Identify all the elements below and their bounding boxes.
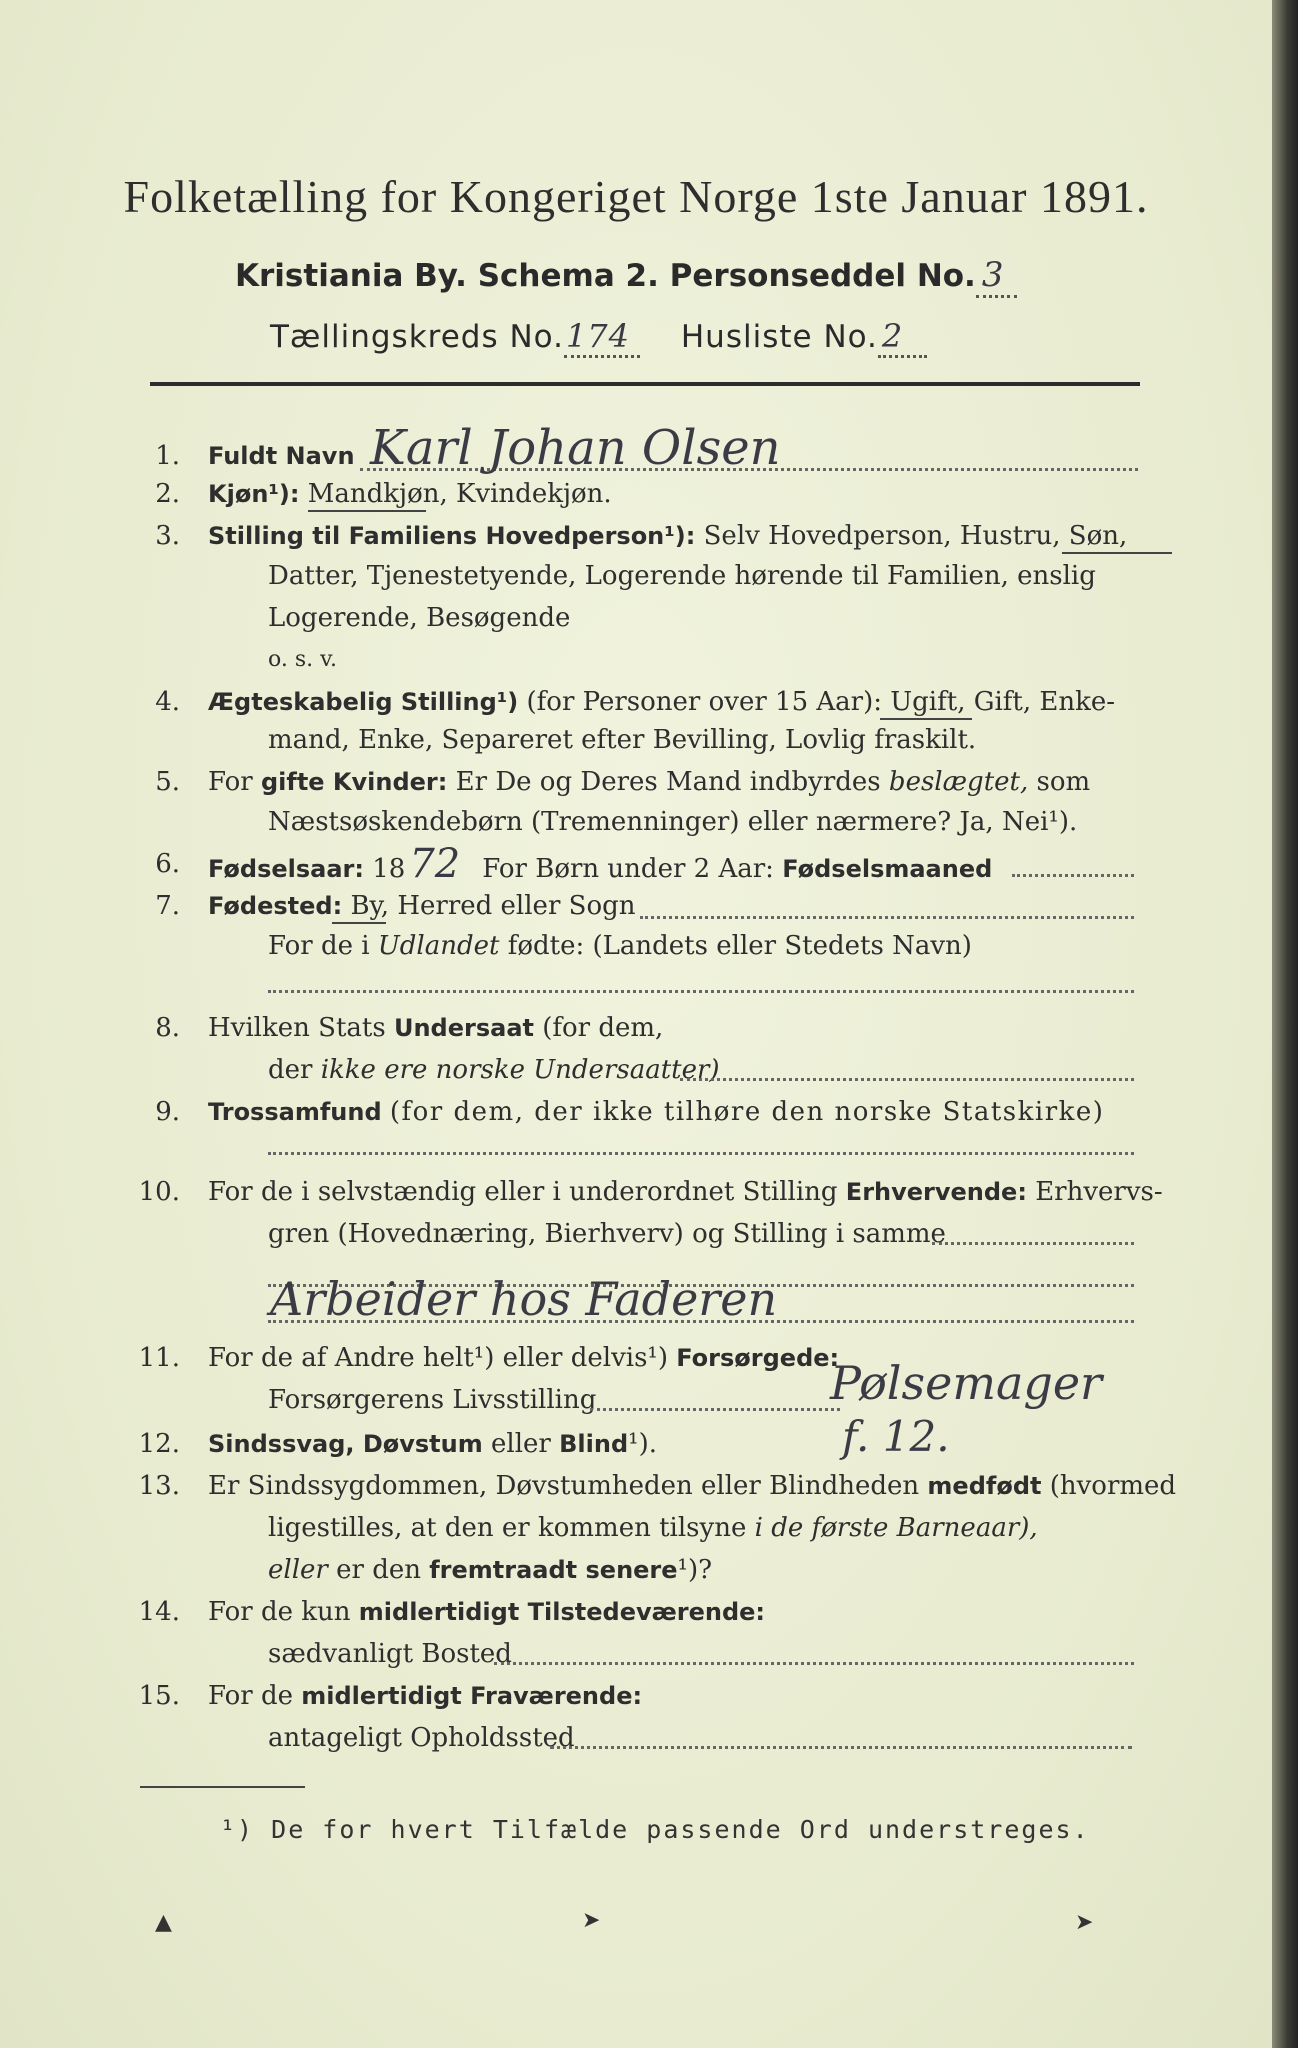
field-text: (hvormed [1049,1471,1177,1501]
schema-label: Kristiania By. Schema 2. Personseddel No. [235,258,976,294]
underline-by [332,922,386,924]
kreds-label: Tællingskreds No. [270,319,564,355]
field-text: For Børn under 2 Aar: [482,854,774,884]
field-label: Fødested: [208,892,343,920]
field-10-line2: gren (Hovednæring, Bierhverv) og Stilling i samme [268,1219,946,1249]
field-text: Selv Hovedperson, Hustru, Søn, [703,521,1128,551]
field-text: som [1036,767,1091,797]
disability-value: f. 12. [842,1412,950,1461]
field-text: (for dem, [542,1013,664,1043]
field-number: 4. [155,687,180,717]
field-text: Erhvervs- [1035,1177,1163,1207]
registration-mark-icon: ➤ [582,1908,601,1933]
field-8-line2 [268,1054,720,1086]
field-text: Mandkjøn, Kvindekjøn. [307,479,612,509]
field-6-line [1012,874,1134,877]
underline-mandkjon [308,510,426,512]
field-label: Forsørgede: [676,1344,840,1372]
husliste-number: 2 [878,317,927,358]
field-label: gifte Kvinder: [260,768,448,796]
field-text-italic: Udlandet [377,931,500,961]
form-title: Folketælling for Kongeriget Norge 1ste Januar 1891. [123,171,1149,222]
field-number: 12. [138,1429,180,1459]
field-label: midlertidigt Fraværende: [301,1682,643,1710]
field-text-italic: beslægtet, [888,767,1029,797]
field-number: 3. [155,521,180,551]
field-number: 7. [155,891,180,921]
field-10-line4 [268,1320,1134,1323]
field-label: Kjøn¹): [208,480,300,508]
field-text: By, Herred eller Sogn [350,891,636,921]
field-text: ligestilles, at den er kommen tilsyne [268,1513,747,1543]
field-text-italic: ikke ere norske Undersaatter) [320,1055,720,1085]
field-text: (for dem, der ikke tilhøre den norske Statskirke) [389,1097,1105,1127]
registration-mark-icon: ▲ [155,1910,172,1935]
field-15-line2: antageligt Opholdssted [268,1723,575,1753]
field-number: 6. [155,849,180,879]
field-text: ¹)? [677,1555,713,1585]
field-8-line [680,1078,1134,1081]
field-text: For de i [268,931,370,961]
field-3-line4: o. s. v. [268,647,337,672]
field-label: fremtraadt senere [429,1556,678,1584]
field-label: Erhvervende: [845,1178,1027,1206]
footnote: ¹) De for hvert Tilfælde passende Ord understreges. [220,1815,1090,1844]
footnote-rule [140,1786,305,1788]
field-5-line2: Næstsøskendebørn (Tremenninger) eller nærmere? Ja, Nei¹). [268,807,1078,837]
field-11-line2: Forsørgerens Livsstilling [268,1385,597,1415]
personseddel-number: 3 [976,255,1018,298]
field-number: 1. [155,441,180,471]
year-prefix: 18 [372,854,406,884]
field-7-line [640,916,1134,919]
field-7-line3 [268,990,1134,993]
field-number: 14. [138,1597,180,1627]
field-number: 9. [155,1097,180,1127]
field-13-line2 [268,1512,1038,1544]
field-label: Sindssvag, Døvstum [208,1430,483,1458]
field-number: 10. [138,1177,180,1207]
field-text: For de i selvstændig eller i underordnet Stilling [208,1177,838,1207]
field-14-line2: sædvanligt Bosted [268,1639,512,1669]
field-label: Undersaat [393,1014,534,1042]
field-text: Hvilken Stats [208,1013,386,1043]
field-text: For de af Andre helt¹) eller delvis¹) [208,1343,668,1373]
field-text: ¹). [628,1429,657,1459]
field-number: 15. [138,1681,180,1711]
provider-occupation-value: Pølsemager [830,1356,1103,1410]
name-value: Karl Johan Olsen [370,420,781,476]
field-3-line3: Logerende, Besøgende [268,603,571,633]
field-label: medfødt [927,1472,1042,1500]
field-7-line2 [268,930,972,962]
field-4-line2: mand, Enke, Separeret efter Bevilling, Lovlig fraskilt. [268,725,977,755]
field-15-line [550,1746,1132,1749]
field-9-line [268,1152,1134,1155]
field-text-italic: eller [268,1555,328,1585]
field-text: (for Personer over 15 Aar): Ugift, Gift, Enke- [526,687,1116,717]
field-label: Fødselsmaaned [782,855,993,883]
field-text: Er Sindssygdommen, Døvstumheden eller Blindheden [208,1471,920,1501]
field-14-line [494,1662,1134,1665]
field-number: 13. [138,1471,180,1501]
husliste-label: Husliste No. [680,319,878,355]
field-text: er den [336,1555,421,1585]
field-label: Stilling til Familiens Hovedperson¹): [208,522,696,550]
field-text: Er De og Deres Mand indbyrdes [455,767,881,797]
kreds-number: 174 [564,317,640,358]
field-text: For de kun [208,1597,351,1627]
field-label: Blind [559,1430,629,1458]
field-13-line3 [268,1554,712,1586]
field-number: 11. [138,1343,180,1373]
underline-ugift [880,718,972,720]
field-text: For de [208,1681,293,1711]
field-text: For [208,767,253,797]
field-text: der [268,1055,313,1085]
form-subtitle-schema [235,255,1017,298]
field-number: 2. [155,479,180,509]
field-text: eller [491,1429,551,1459]
header-rule [150,382,1140,386]
form-subtitle-kreds [270,317,927,358]
field-text-italic: i de første Barneaar), [754,1513,1038,1543]
field-number: 5. [155,767,180,797]
registration-mark-icon: ➤ [1075,1910,1094,1935]
field-10-line [932,1242,1134,1245]
occupation-value: Arbeider hos Faderen [270,1272,778,1326]
field-text: fødte: (Landets eller Stedets Navn) [507,931,972,961]
birth-year-value: 72 [409,841,461,887]
scan-edge [1272,0,1298,2048]
field-label: midlertidigt Tilstedeværende: [358,1598,766,1626]
field-label: Trossamfund [208,1098,382,1126]
field-11-line [590,1408,840,1411]
underline-son [1062,552,1172,554]
field-label: Fødselsaar: [208,855,364,883]
field-3-line2: Datter, Tjenestetyende, Logerende hørende til Familien, enslig [268,561,1096,591]
field-number: 8. [155,1013,180,1043]
field-label: Ægteskabelig Stilling¹) [208,688,519,716]
field-label: Fuldt Navn [208,442,355,470]
